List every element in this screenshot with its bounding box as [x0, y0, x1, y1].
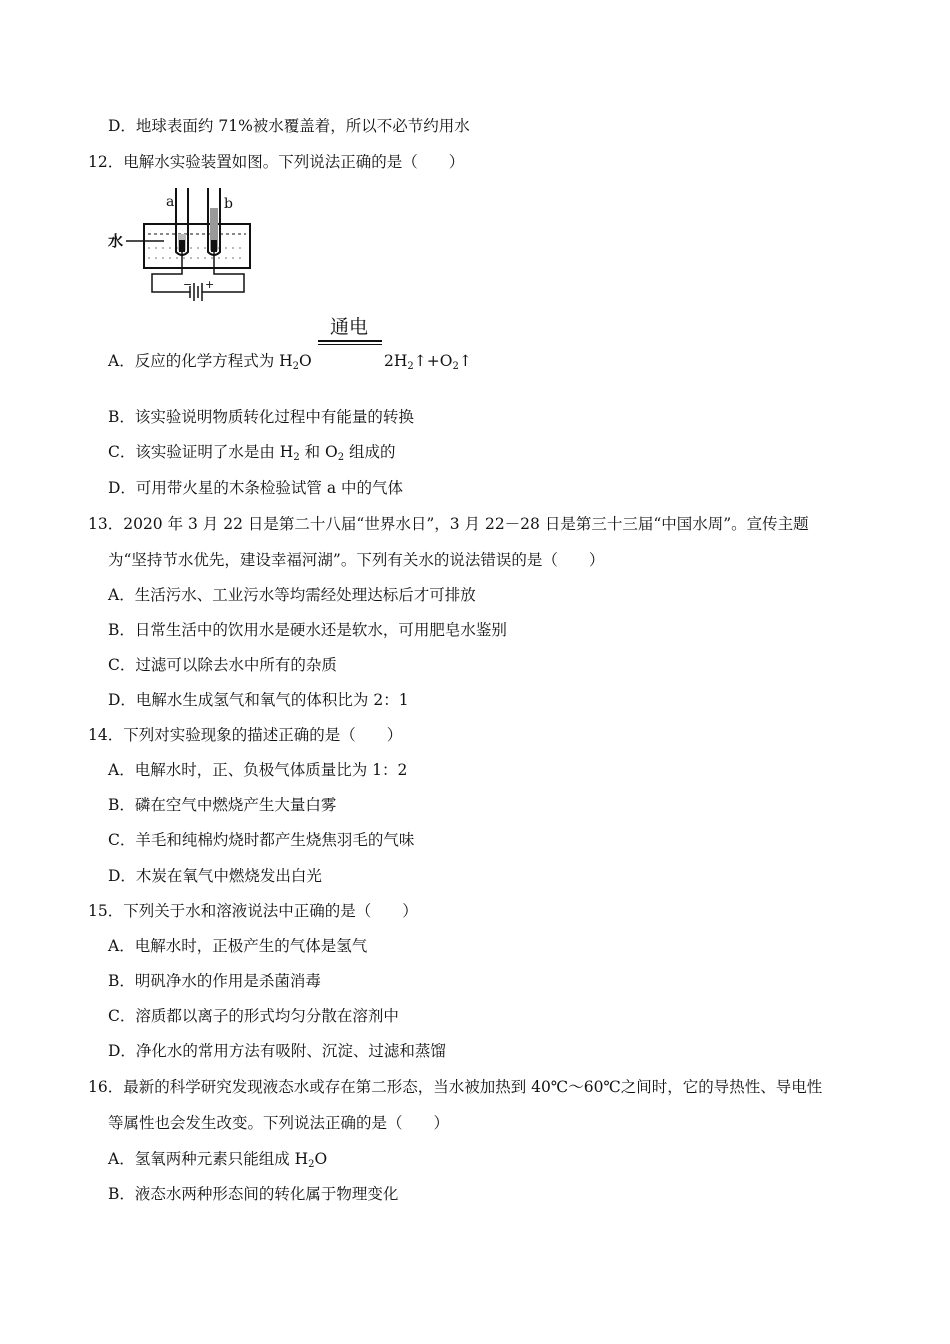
- q12-a-products-pre: 2H: [384, 352, 408, 370]
- q15-option-c: C．溶质都以离子的形式均匀分散在溶剂中: [108, 1007, 399, 1025]
- label-a: a: [166, 194, 175, 210]
- q15-option-d: D．净化水的常用方法有吸附、沉淀、过滤和蒸馏: [108, 1042, 446, 1060]
- q16-a-prefix: A．氢氧两种元素只能组成 H: [108, 1150, 309, 1168]
- q14-option-b: B．磷在空气中燃烧产生大量白雾: [108, 796, 337, 814]
- q13-option-b: B．日常生活中的饮用水是硬水还是软水，可用肥皂水鉴别: [108, 621, 507, 639]
- q16-option-b: B．液态水两种形态间的转化属于物理变化: [108, 1185, 399, 1203]
- q13-option-a: A．生活污水、工业污水等均需经处理达标后才可排放: [108, 586, 476, 604]
- label-plus: +: [205, 278, 215, 291]
- q13-option-d: D．电解水生成氢气和氧气的体积比为 2：1: [108, 691, 409, 709]
- q14-option-d: D．木炭在氧气中燃烧发出白光: [108, 867, 322, 885]
- q12-option-a-products: [384, 351, 472, 371]
- electrolysis-apparatus-figure: [104, 184, 254, 302]
- q12-c-sub2: 2: [337, 452, 345, 463]
- q13-stem-line-2: 为“坚持节水优先，建设幸福河湖”。下列有关水的说法错误的是（ ）: [108, 551, 605, 569]
- q16-a-post: O: [314, 1150, 328, 1168]
- electrode-a: [179, 240, 185, 252]
- q15-option-b: B．明矾净水的作用是杀菌消毒: [108, 972, 321, 990]
- q12-a-sub2: 2: [407, 361, 414, 372]
- q14-option-c: C．羊毛和纯棉灼烧时都产生烧焦羽毛的气味: [108, 831, 415, 849]
- q12-a-sub3: 2: [452, 361, 459, 372]
- reaction-arrow-line: [318, 340, 382, 342]
- q13-option-c: C．过滤可以除去水中所有的杂质: [108, 656, 337, 674]
- q12-a-products-mid: ↑+O: [413, 352, 453, 370]
- q11-option-d: D．地球表面约 71%被水覆盖着，所以不必节约用水: [108, 117, 470, 135]
- q16-stem-line-2: 等属性也会发生改变。下列说法正确的是（ ）: [108, 1114, 450, 1132]
- label-minus: −: [183, 278, 193, 291]
- q14-stem: 14．下列对实验现象的描述正确的是（ ）: [88, 726, 403, 744]
- q12-a-mid: O: [299, 352, 312, 370]
- q12-c-mid: 和 O: [299, 443, 338, 461]
- label-water: 水: [108, 232, 124, 250]
- label-b: b: [224, 196, 233, 212]
- q16-a-sub1: 2: [308, 1159, 315, 1170]
- water-basin: [144, 224, 250, 268]
- q12-c-sub1: 2: [293, 452, 300, 463]
- q12-option-c: [108, 442, 396, 462]
- electrode-b: [211, 240, 217, 252]
- q13-stem-line-1: 13．2020 年 3 月 22 日是第二十八届“世界水日”，3 月 22－28 日是第三十三届“中国水周”。宣传主题: [88, 515, 809, 533]
- q12-option-a: [108, 351, 312, 371]
- reaction-arrow-line-2: [318, 344, 382, 345]
- q12-a-products-post: ↑: [458, 352, 472, 370]
- q16-option-a: [108, 1149, 327, 1169]
- q12-a-prefix: A．反应的化学方程式为 H: [108, 352, 293, 370]
- q15-stem: 15．下列关于水和溶液说法中正确的是（ ）: [88, 902, 418, 920]
- q12-c-prefix: C．该实验证明了水是由 H: [108, 443, 294, 461]
- q15-option-a: A．电解水时，正极产生的气体是氢气: [108, 937, 368, 955]
- q12-a-sub1: 2: [292, 361, 300, 372]
- reaction-condition: 通电: [330, 316, 369, 338]
- q14-option-a: A．电解水时，正、负极气体质量比为 1：2: [108, 761, 408, 779]
- q12-c-post: 组成的: [344, 443, 396, 461]
- q16-stem-line-1: 16．最新的科学研究发现液态水或存在第二形态，当水被加热到 40℃～60℃之间时，它的导热性、导电性: [88, 1078, 823, 1096]
- q12-option-b: B．该实验说明物质转化过程中有能量的转换: [108, 408, 414, 426]
- q12-option-d: D．可用带火星的木条检验试管 a 中的气体: [108, 479, 404, 497]
- q12-stem: 12．电解水实验装置如图。下列说法正确的是（ ）: [88, 153, 465, 171]
